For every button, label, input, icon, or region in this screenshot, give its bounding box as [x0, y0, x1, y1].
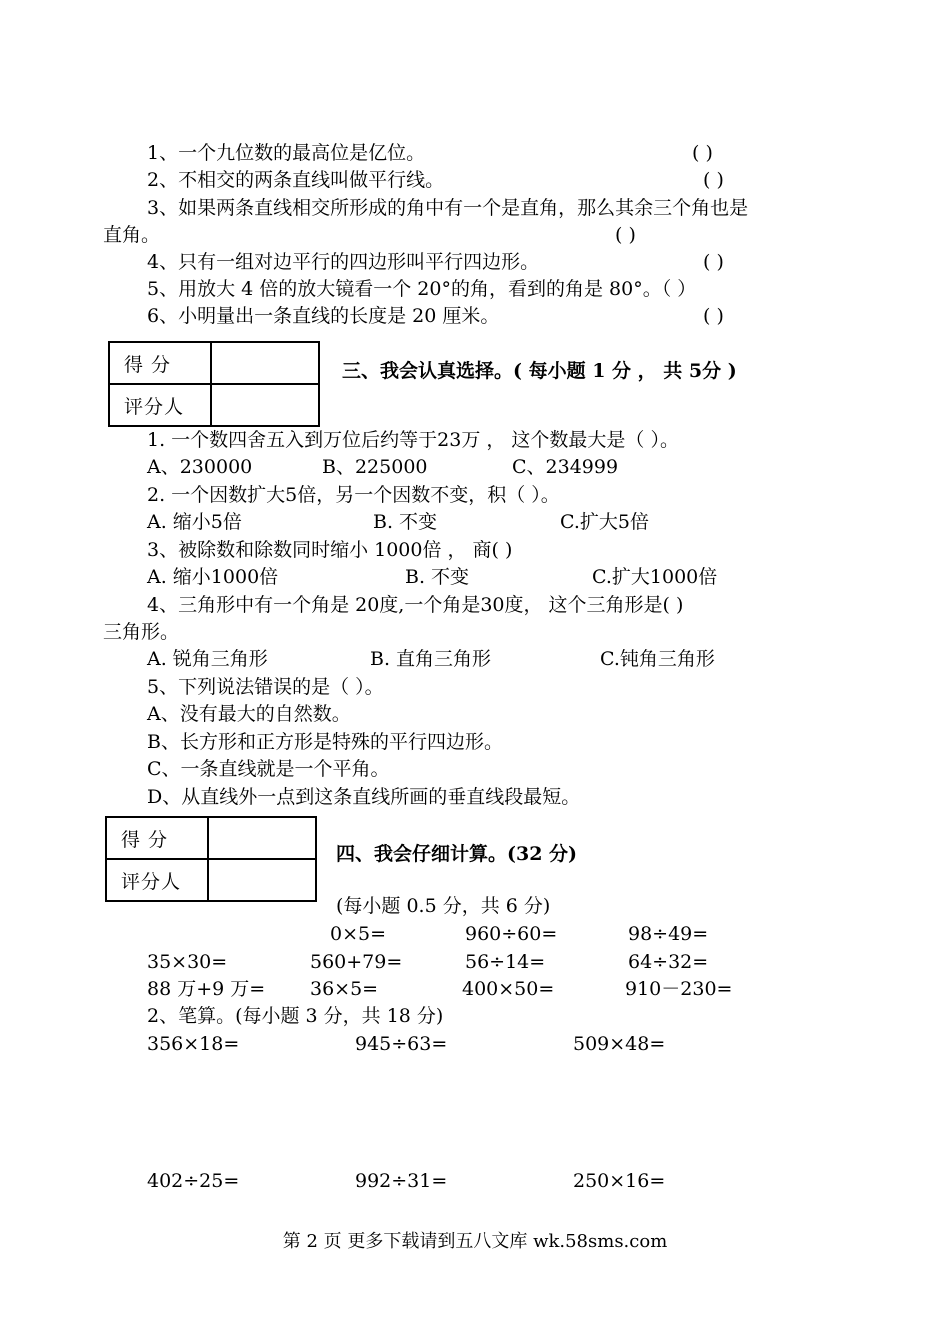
choice-q5: 5、下列说法错误的是（ ）。 — [147, 676, 384, 698]
written-r1-c2: 945÷63= — [355, 1033, 448, 1055]
choice-q3-c: C.扩大1000倍 — [592, 566, 718, 588]
judge-item-5: 5、用放大 4 倍的放大镜看一个 20°的角，看到的角是 80°。（ ） — [147, 278, 697, 300]
choice-q2-b: B. 不变 — [373, 511, 438, 533]
choice-q3-a: A. 缩小1000倍 — [147, 566, 279, 588]
grader-cell[interactable] — [208, 859, 316, 901]
oral-r2-c1: 35×30= — [147, 951, 228, 973]
oral-r3-c3: 400×50= — [462, 978, 555, 1000]
written-r2-c2: 992÷31= — [355, 1170, 448, 1192]
oral-r3-c4: 910－230= — [625, 978, 733, 1000]
choice-q4-a: A. 锐角三角形 — [147, 648, 268, 670]
written-r2-c1: 402÷25= — [147, 1170, 240, 1192]
choice-q4-b: B. 直角三角形 — [370, 648, 492, 670]
choice-q3-b: B. 不变 — [405, 566, 470, 588]
score-cell[interactable] — [208, 817, 316, 859]
judge-bracket-3: ( ) — [615, 224, 636, 246]
oral-r2-c4: 64÷32= — [628, 951, 709, 973]
oral-r1-c1: 0×5= — [330, 923, 387, 945]
page-footer: 第 2 页 更多下载请到五八文库 wk.58sms.com — [282, 1231, 668, 1252]
judge-item-3-cont: 直角。 — [103, 224, 161, 246]
written-r1-c1: 356×18= — [147, 1033, 240, 1055]
oral-r2-c2: 560+79= — [310, 951, 403, 973]
choice-q4: 4、三角形中有一个角是 20度,一个角是30度， 这个三角形是( ) — [147, 594, 684, 616]
choice-q2: 2. 一个因数扩大5倍，另一个因数不变，积（ ）。 — [147, 484, 560, 506]
judge-item-4: 4、只有一组对边平行的四边形叫平行四边形。 — [147, 251, 540, 273]
judge-item-2: 2、不相交的两条直线叫做平行线。 — [147, 169, 445, 191]
score-label: 得 分 — [109, 342, 211, 384]
choice-q2-c: C.扩大5倍 — [560, 511, 649, 533]
written-r2-c3: 250×16= — [573, 1170, 666, 1192]
choice-q3: 3、被除数和除数同时缩小 1000倍 ， 商( ) — [147, 539, 513, 561]
judge-item-1: 1、一个九位数的最高位是亿位。 — [147, 142, 426, 164]
grader-cell[interactable] — [211, 384, 319, 426]
judge-item-6: 6、小明量出一条直线的长度是 20 厘米。 — [147, 305, 500, 327]
score-box-1 — [108, 341, 320, 427]
choice-q1: 1. 一个数四舍五入到万位后约等于23万 ， 这个数最大是（ ）。 — [147, 429, 679, 451]
section3-title: 三、我会认真选择。( 每小题 1 分 ， 共 5分 ) — [342, 360, 737, 382]
oral-r1-c3: 98÷49= — [628, 923, 709, 945]
oral-note: (每小题 0.5 分，共 6 分) — [336, 895, 551, 917]
grader-label: 评分人 — [106, 859, 208, 901]
judge-bracket-6: ( ) — [703, 305, 724, 327]
judge-bracket-2: ( ) — [703, 169, 724, 191]
choice-q1-b: B、225000 — [322, 456, 428, 478]
choice-q1-c: C、234999 — [512, 456, 619, 478]
section4-title: 四、我会仔细计算。(32 分) — [336, 843, 578, 865]
grader-label: 评分人 — [109, 384, 211, 426]
oral-r1-c2: 960÷60= — [465, 923, 558, 945]
choice-q5-b: B、长方形和正方形是特殊的平行四边形。 — [147, 731, 503, 753]
oral-r3-c1: 88 万+9 万= — [147, 978, 266, 1000]
judge-bracket-1: ( ) — [692, 142, 713, 164]
choice-q5-c: C、一条直线就是一个平角。 — [147, 758, 390, 780]
written-r1-c3: 509×48= — [573, 1033, 666, 1055]
score-cell[interactable] — [211, 342, 319, 384]
judge-item-3: 3、如果两条直线相交所形成的角中有一个是直角，那么其余三个角也是 — [147, 197, 749, 219]
choice-q4-c: C.钝角三角形 — [600, 648, 715, 670]
choice-q2-a: A. 缩小5倍 — [147, 511, 242, 533]
judge-bracket-4: ( ) — [703, 251, 724, 273]
score-label: 得 分 — [106, 817, 208, 859]
choice-q4-cont: 三角形。 — [103, 621, 180, 643]
written-title: 2、笔算。(每小题 3 分，共 18 分) — [147, 1005, 444, 1027]
choice-q1-a: A、230000 — [147, 456, 253, 478]
choice-q5-d: D、从直线外一点到这条直线所画的垂直线段最短。 — [147, 786, 581, 808]
oral-r3-c2: 36×5= — [310, 978, 379, 1000]
score-box-2 — [105, 816, 317, 902]
choice-q5-a: A、没有最大的自然数。 — [147, 703, 351, 725]
oral-r2-c3: 56÷14= — [465, 951, 546, 973]
